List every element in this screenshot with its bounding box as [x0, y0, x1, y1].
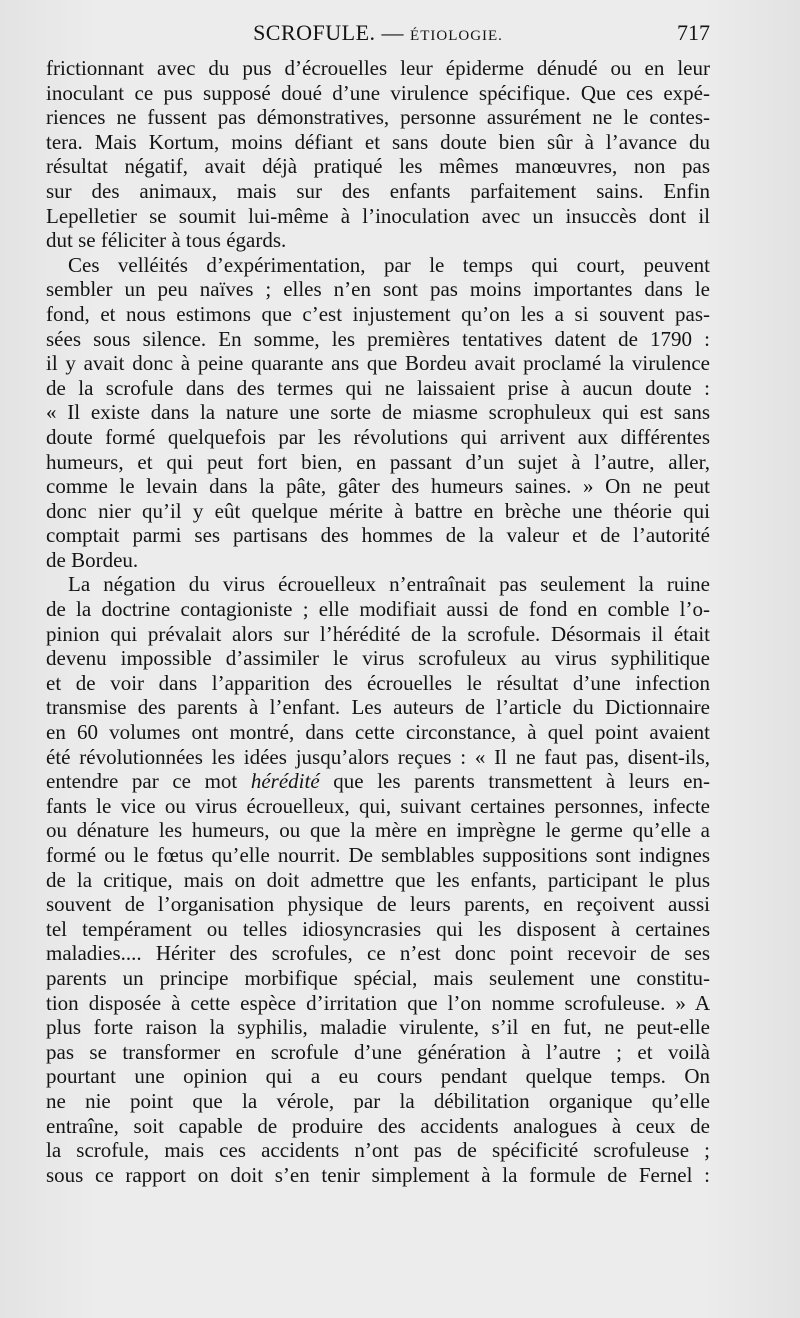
text-line: tel tempérament ou telles idiosyncrasies qui les disposent à certaines	[46, 916, 710, 941]
paragraph-first-line: La négation du virus écrouelleux n’entraînait pas seulement la ruine	[68, 572, 710, 597]
text-line: fond, et nous estimons que c’est injustement qu’on les a si souvent pas-	[46, 301, 710, 326]
text-line: riences ne fussent pas démonstratives, personne assurément ne le contes-	[46, 105, 710, 130]
text-line: inoculant ce pus supposé doué d’une virulence spécifique. Que ces expé-	[46, 80, 710, 105]
running-title-section: ÉTIOLOGIE.	[410, 28, 503, 44]
text-line: en 60 volumes ont montré, dans cette circonstance, à quel point avaient	[46, 720, 710, 745]
text-line: de Bordeu.	[46, 547, 139, 572]
text-line: sur des animaux, mais sur des enfants parfaitement sains. Enfin	[46, 178, 710, 203]
text-line: tion disposée à cette espèce d’irritation que l’on nomme scrofuleuse. » A	[46, 990, 710, 1015]
text-line: pinion qui prévalait alors sur l’hérédité de la scrofule. Désormais il était	[46, 621, 710, 646]
text-line: pas se transformer en scrofule d’une génération à l’autre ; et voilà	[46, 1039, 710, 1064]
text-line-with-italic	[46, 769, 710, 794]
text-line: de la doctrine contagioniste ; elle modifiait aussi de fond en comble l’o-	[46, 597, 710, 622]
running-title-main: SCROFULE.	[253, 20, 376, 45]
text-line: ne nie point que la vérole, par la débilitation organique qu’elle	[46, 1088, 710, 1113]
text-line: comme le levain dans la pâte, gâter des humeurs saines. » On ne peut	[46, 474, 710, 499]
running-title	[46, 20, 710, 46]
text-line: devenu impossible d’assimiler le virus scrofuleux au virus syphilitique	[46, 646, 710, 671]
text-line: doute formé quelquefois par les révolutions qui arrivent aux différentes	[46, 424, 710, 449]
text-line: dut se féliciter à tous égards.	[46, 228, 287, 253]
text-line: plus forte raison la syphilis, maladie virulente, s’il en fut, ne peut-elle	[46, 1015, 710, 1040]
text-line: résultat négatif, avait déjà pratiqué les mêmes manœuvres, non pas	[46, 154, 710, 179]
text-line: donc nier qu’il y eût quelque mérite à battre en brèche une théorie qui	[46, 498, 710, 523]
page-header	[46, 20, 710, 54]
text-line: formé ou le fœtus qu’elle nourrit. De semblables suppositions sont indignes	[46, 843, 710, 867]
text-line: sembler un peu naïves ; elles n’en sont pas moins importantes dans le	[46, 277, 710, 302]
text-line: Lepelletier se soumit lui-même à l’inoculation avec un insuccès dont il	[46, 203, 710, 228]
italic-term: hérédité	[250, 769, 320, 794]
line-end: que les parents transmettent à leurs en-	[319, 769, 710, 794]
text-line: entraîne, soit capable de produire des accidents analogues à ceux de	[46, 1113, 710, 1138]
text-line: et de voir dans l’apparition des écrouelles le résultat d’une infection	[46, 670, 710, 695]
text-line: la scrofule, mais ces accidents n’ont pas de spécificité scrofuleuse ;	[46, 1138, 710, 1163]
text-line: pourtant une opinion qui a eu cours pendant quelque temps. On	[46, 1064, 710, 1089]
text-line: souvent de l’organisation physique de leurs parents, en reçoivent aussi	[46, 892, 710, 917]
text-line: comptait parmi ses partisans des hommes de la valeur et de l’autorité	[46, 523, 710, 548]
text-line: humeurs, et qui peut fort bien, en passant d’un sujet à l’autre, aller,	[46, 449, 710, 474]
running-title-separator: —	[375, 20, 411, 45]
text-line: frictionnant avec du pus d’écrouelles leur épiderme dénudé ou en leur	[46, 56, 710, 80]
body-text	[46, 56, 710, 1187]
line-start: entendre par ce mot	[46, 769, 251, 794]
text-line: ou dénature les humeurs, ou que la mère en imprègne le germe qu’elle a	[46, 818, 710, 843]
paragraph-first-line: Ces velléités d’expérimentation, par le temps qui court, peuvent	[68, 252, 710, 277]
text-line: parents un principe morbifique spécial, mais seulement une constitu-	[46, 965, 710, 990]
text-line: fants le vice ou virus écrouelleux, qui, suivant certaines personnes, infecte	[46, 793, 710, 818]
text-line: transmise des parents à l’enfant. Les auteurs de l’article du Dictionnaire	[46, 695, 710, 720]
text-line: il y avait donc à peine quarante ans que Bordeu avait proclamé la virulence	[46, 351, 710, 376]
text-line: tera. Mais Kortum, moins défiant et sans doute bien sûr à l’avance du	[46, 129, 710, 154]
text-line: maladies.... Hériter des scrofules, ce n’est donc point recevoir de ses	[46, 941, 710, 966]
text-line: de la scrofule dans des termes qui ne laissaient prise à aucun doute :	[46, 375, 710, 400]
page-number: 717	[677, 20, 710, 45]
text-line: été révolutionnées les idées jusqu’alors reçues : « Il ne faut pas, disent-ils,	[46, 744, 710, 769]
text-line: « Il existe dans la nature une sorte de miasme scrophuleux qui est sans	[46, 400, 710, 425]
text-line: sous ce rapport on doit s’en tenir simplement à la formule de Fernel :	[46, 1162, 710, 1187]
text-line: de la critique, mais on doit admettre que les enfants, participant le plus	[46, 867, 710, 892]
text-line: sées sous silence. En somme, les premières tentatives datent de 1790 :	[46, 326, 710, 351]
